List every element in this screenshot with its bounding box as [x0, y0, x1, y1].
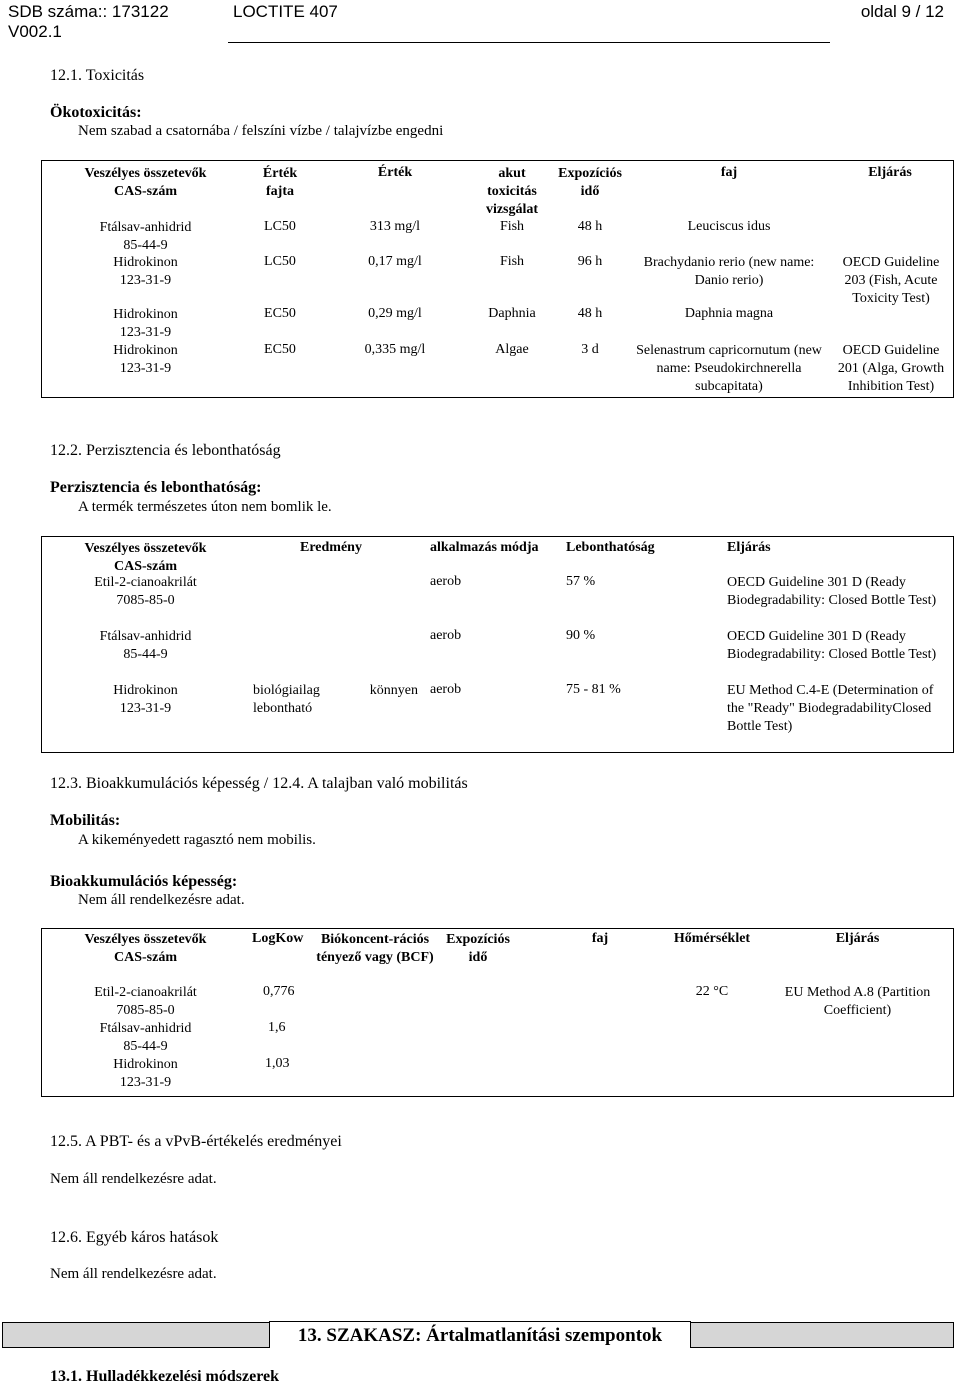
tox-col-method: Eljárás — [868, 165, 912, 180]
tox-value: 0,29 mg/l — [368, 306, 422, 321]
tox-acute: Daphnia — [488, 306, 536, 321]
sdb-number: SDB száma:: 173122 — [8, 2, 169, 21]
table-row: Ftálsav-anhidrid 85-44-9 — [99, 220, 192, 253]
table-row: Hidrokinon 123-31-9 — [113, 683, 178, 716]
persistence-text: A termék természetes úton nem bomlik le. — [78, 499, 332, 515]
tox-col-value: Érték — [377, 165, 413, 180]
mobility-text: A kikeményedett ragasztó nem mobilis. — [78, 832, 316, 848]
tox-kind: LC50 — [264, 219, 296, 234]
section-13-1-title: 13.1. Hulladékkezelési módszerek — [50, 1368, 280, 1385]
table-row: Hidrokinon 123-31-9 — [113, 343, 178, 376]
pers-mode: aerob — [430, 682, 462, 697]
tox-col-kind: Érték fajta — [262, 166, 298, 199]
tox-species: Brachydanio rerio (new name: Danio rerio) — [643, 255, 815, 288]
persistence-subtitle: Perzisztencia és lebonthatóság: — [50, 479, 262, 496]
table-row: Etil-2-cianoakrilát 7085-85-0 — [94, 575, 197, 608]
bio-col-method: Eljárás — [835, 931, 880, 946]
pers-col-result: Eredmény — [300, 540, 362, 555]
section-12-6-title: 12.6. Egyéb káros hatások — [50, 1229, 219, 1246]
tox-species: Selenastrum capricornutum (new name: Pseudokirchnerella subcapitata) — [636, 343, 822, 394]
mobility-subtitle: Mobilitás: — [50, 812, 121, 829]
tox-acute: Fish — [499, 254, 525, 269]
pers-mode: aerob — [430, 628, 462, 643]
header-line — [8, 2, 338, 22]
bio-logkow: 0,776 — [263, 984, 295, 999]
tox-value: 0,17 mg/l — [368, 254, 422, 269]
pers-method: EU Method C.4-E (Determination of the "Ready" BiodegradabilityClosed Bottle Test) — [727, 683, 934, 734]
version: V002.1 — [8, 22, 62, 41]
bio-temp: 22 °C — [695, 984, 729, 999]
bio-col-logkow: LogKow — [252, 931, 304, 946]
header-rule — [228, 42, 830, 43]
page-number: oldal 9 / 12 — [860, 2, 944, 21]
pbt-text: Nem áll rendelkezésre adat. — [50, 1171, 217, 1187]
section-12-3-title: 12.3. Bioakkumulációs képesség / 12.4. A talajban való mobilitás — [50, 775, 468, 792]
pers-degr: 90 % — [566, 628, 596, 643]
section-13-banner — [2, 1322, 954, 1348]
tox-kind: LC50 — [264, 254, 296, 269]
tox-exposure: 96 h — [577, 254, 603, 269]
tox-col-species: faj — [720, 165, 738, 180]
bio-logkow: 1,03 — [265, 1056, 290, 1071]
table-row: Hidrokinon 123-31-9 — [113, 255, 178, 288]
pers-degr: 57 % — [566, 574, 596, 589]
tox-acute: Fish — [499, 219, 525, 234]
bio-col-temp: Hőmérséklet — [673, 931, 751, 946]
ecotox-text: Nem szabad a csatornába / felszíni vízbe / talajvízbe engedni — [78, 123, 444, 139]
bio-method: EU Method A.8 (Partition Coefficient) — [784, 985, 931, 1018]
tox-acute: Algae — [495, 342, 529, 357]
table-row: Ftálsav-anhidrid 85-44-9 — [99, 629, 192, 662]
bio-col-species: faj — [591, 931, 609, 946]
tox-exposure: 48 h — [577, 219, 603, 234]
tox-col-acute: akut toxicitás vizsgálat — [485, 166, 539, 217]
bio-col-comp: Veszélyes összetevők CAS-szám — [84, 932, 207, 965]
other-effects-text: Nem áll rendelkezésre adat. — [50, 1266, 217, 1282]
tox-exposure: 48 h — [577, 306, 603, 321]
pers-col-mode: alkalmazás módja — [430, 540, 539, 555]
section-12-5-title: 12.5. A PBT- és a vPvB-értékelés eredményei — [50, 1133, 342, 1150]
section-13-title: 13. SZAKASZ: Ártalmatlanítási szempontok — [269, 1321, 691, 1348]
section-12-1-title: 12.1. Toxicitás — [50, 67, 145, 84]
tox-kind: EC50 — [264, 342, 296, 357]
bioacc-text: Nem áll rendelkezésre adat. — [78, 892, 245, 908]
table-row: Hidrokinon 123-31-9 — [113, 1057, 178, 1090]
tox-col-comp: Veszélyes összetevők CAS-szám — [84, 166, 207, 199]
pers-degr: 75 - 81 % — [566, 682, 621, 697]
tox-method: OECD Guideline 203 (Fish, Acute Toxicity Test) — [842, 255, 940, 306]
tox-species: Leuciscus idus — [687, 219, 771, 234]
tox-value: 0,335 mg/l — [364, 342, 426, 357]
tox-species: Daphnia magna — [684, 306, 774, 321]
tox-kind: EC50 — [264, 306, 296, 321]
pers-method: OECD Guideline 301 D (Ready Biodegradability: Closed Bottle Test) — [727, 575, 937, 608]
tox-method: OECD Guideline 201 (Alga, Growth Inhibition Test) — [837, 343, 945, 394]
tox-col-exposure: Expozíciós idő — [558, 166, 622, 199]
pers-col-comp: Veszélyes összetevők CAS-szám — [84, 541, 207, 574]
bioacc-subtitle: Bioakkumulációs képesség: — [50, 873, 238, 890]
ecotox-subtitle: Ökotoxicitás: — [50, 104, 142, 121]
bio-logkow: 1,6 — [268, 1020, 286, 1035]
table-row: Hidrokinon 123-31-9 — [113, 307, 178, 340]
pers-col-degr: Lebonthatóság — [566, 540, 655, 555]
section-12-2-title: 12.2. Perzisztencia és lebonthatóság — [50, 442, 281, 459]
product-name: LOCTITE 407 — [233, 2, 338, 21]
bio-col-exposure: Expozíciós idő — [446, 932, 510, 965]
tox-exposure: 3 d — [581, 342, 599, 357]
table-row: Ftálsav-anhidrid 85-44-9 — [99, 1021, 192, 1054]
table-row: Etil-2-cianoakrilát 7085-85-0 — [94, 985, 197, 1018]
pers-result: biológiailag könnyen lebontható — [253, 683, 418, 716]
pers-method: OECD Guideline 301 D (Ready Biodegradability: Closed Bottle Test) — [727, 629, 937, 662]
pers-col-method: Eljárás — [727, 540, 771, 555]
tox-value: 313 mg/l — [369, 219, 421, 234]
pers-mode: aerob — [430, 574, 462, 589]
bio-col-bcf: Biókoncent-rációs tényező vagy (BCF) — [316, 932, 434, 965]
